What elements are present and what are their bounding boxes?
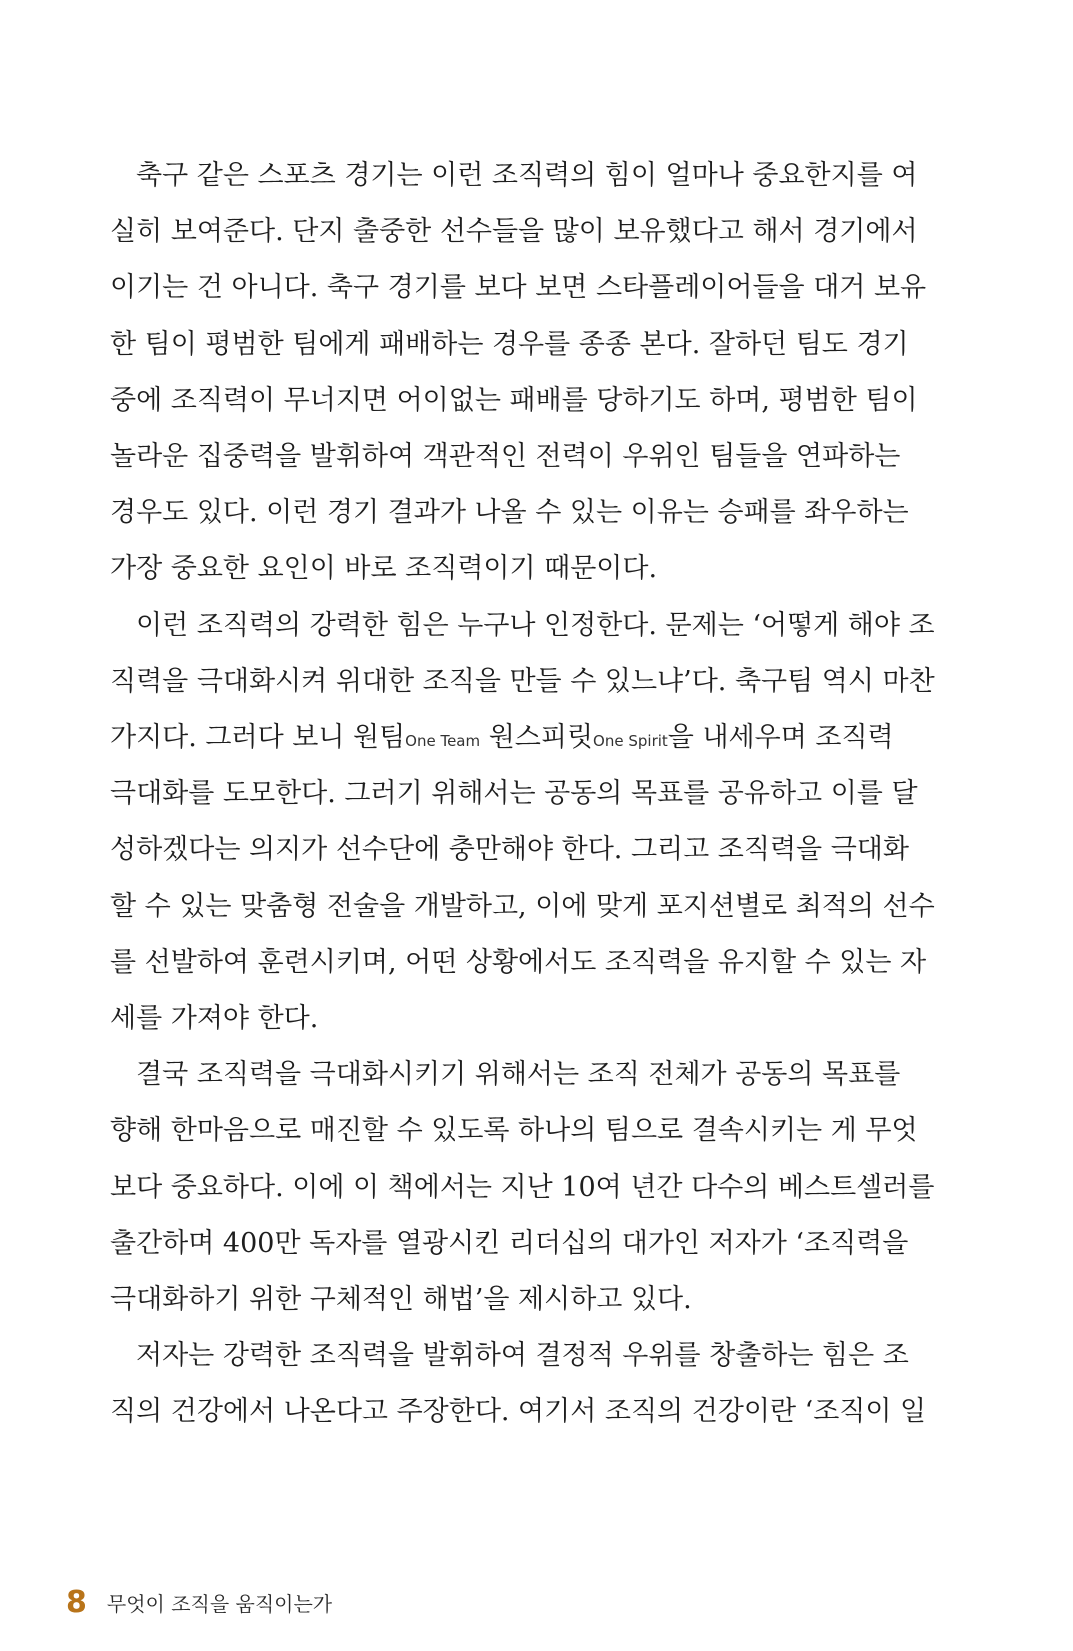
text-line: 극대화하기 위한 구체적인 해법’을 제시하고 있다. <box>110 1284 692 1315</box>
text-line: 할 수 있는 맞춤형 전술을 개발하고, 이에 맞게 포지션별로 최적의 선수 <box>110 891 935 922</box>
text-line: 직력을 극대화시켜 위대한 조직을 만들 수 있느냐’다. 축구팀 역시 마찬 <box>110 666 935 697</box>
page-number: 8 <box>66 1584 87 1620</box>
running-title: 무엇이 조직을 움직이는가 <box>106 1591 333 1616</box>
text-line: 놀라운 집중력을 발휘하여 객관적인 전력이 우위인 팀들을 연파하는 <box>110 441 901 472</box>
english-gloss: One Spirit <box>593 732 668 750</box>
english-gloss: One Team <box>405 732 481 750</box>
text-line: 한 팀이 평범한 팀에게 패배하는 경우를 종종 본다. 잘하던 팀도 경기 <box>110 329 909 360</box>
text-fragment: 을 내세우며 조직력 <box>667 722 894 753</box>
text-line: 향해 한마음으로 매진할 수 있도록 하나의 팀으로 결속시키는 게 무엇 <box>110 1115 918 1146</box>
text-line: 극대화를 도모한다. 그러기 위해서는 공동의 목표를 공유하고 이를 달 <box>110 778 918 809</box>
text-line: 를 선발하여 훈련시키며, 어떤 상황에서도 조직력을 유지할 수 있는 자 <box>110 947 927 978</box>
text-line: 결국 조직력을 극대화시키기 위해서는 조직 전체가 공동의 목표를 <box>136 1059 901 1090</box>
text-line: 가장 중요한 요인이 바로 조직력이기 때문이다. <box>110 553 658 584</box>
text-line: 축구 같은 스포츠 경기는 이런 조직력의 힘이 얼마나 중요한지를 여 <box>136 160 918 191</box>
text-line: 세를 가져야 한다. <box>110 1003 319 1034</box>
text-line: 성하겠다는 의지가 선수단에 충만해야 한다. 그리고 조직력을 극대화 <box>110 834 909 865</box>
text-line: 보다 중요하다. 이에 이 책에서는 지난 10여 년간 다수의 베스트셀러를 <box>110 1172 935 1203</box>
text-line-with-english-glosses <box>110 718 894 758</box>
text-line: 저자는 강력한 조직력을 발휘하여 결정적 우위를 창출하는 힘은 조 <box>136 1340 909 1371</box>
text-line: 실히 보여준다. 단지 출중한 선수들을 많이 보유했다고 해서 경기에서 <box>110 216 918 247</box>
text-fragment: 가지다. 그러다 보니 원팀 <box>110 722 406 753</box>
text-line: 중에 조직력이 무너지면 어이없는 패배를 당하기도 하며, 평범한 팀이 <box>110 385 918 416</box>
text-line: 경우도 있다. 이런 경기 결과가 나올 수 있는 이유는 승패를 좌우하는 <box>110 497 909 528</box>
text-line: 출간하며 400만 독자를 열광시킨 리더십의 대가인 저자가 ‘조직력을 <box>110 1228 909 1259</box>
text-line: 이기는 건 아니다. 축구 경기를 보다 보면 스타플레이어들을 대거 보유 <box>110 272 927 303</box>
page-footer <box>66 1582 332 1622</box>
text-line: 이런 조직력의 강력한 힘은 누구나 인정한다. 문제는 ‘어떻게 해야 조 <box>136 610 935 641</box>
text-line: 직의 건강에서 나온다고 주장한다. 여기서 조직의 건강이란 ‘조직이 일 <box>110 1396 927 1427</box>
text-fragment: 원스피릿 <box>480 722 594 753</box>
